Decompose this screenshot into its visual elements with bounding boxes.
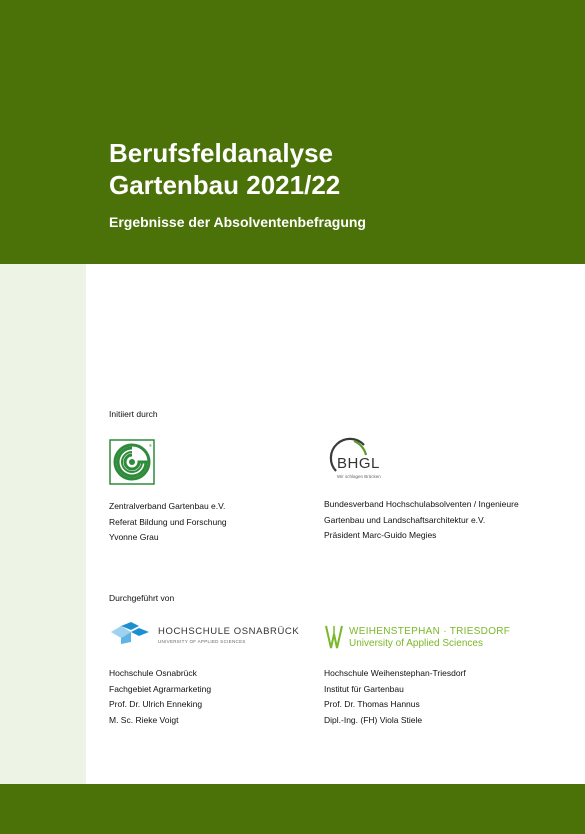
hs-osnabrueck-logo-text: HOCHSCHULE OSNABRÜCK: [158, 626, 300, 637]
page-title: [109, 137, 340, 201]
header-band: [0, 0, 585, 264]
address-line: Zentralverband Gartenbau e.V.: [109, 501, 226, 511]
conducted-left-address: [109, 666, 211, 728]
address-line: Hochschule Osnabrück: [109, 668, 197, 678]
hs-osnabrueck-logo-icon: [109, 620, 151, 651]
page-subtitle: Ergebnisse der Absolventenbefragung: [109, 214, 366, 230]
hs-osnabrueck-logo-tagline: UNIVERSITY OF APPLIED SCIENCES: [158, 639, 246, 644]
bhgl-logo-tagline: Wir schlagen Brücken: [337, 474, 381, 479]
address-line: Prof. Dr. Thomas Hannus: [324, 699, 420, 709]
address-line: Präsident Marc-Guido Megies: [324, 530, 437, 540]
title-line-2: Gartenbau 2021/22: [109, 170, 341, 200]
conducted-label: Durchgeführt von: [109, 593, 175, 603]
title-line-1: Berufsfeldanalyse: [109, 138, 333, 168]
weihenstephan-logo-icon: [324, 624, 344, 655]
footer-band: [0, 784, 585, 834]
bhgl-logo-text: BHGL: [337, 455, 380, 472]
initiated-left-address: [109, 499, 227, 546]
address-line: Fachgebiet Agrarmarketing: [109, 683, 212, 694]
address-line: M. Sc. Rieke Voigt: [109, 714, 179, 725]
address-line: Hochschule Weihenstephan-Triesdorf: [324, 668, 466, 678]
weihenstephan-logo-text: WEIHENSTEPHAN · TRIESDORF: [349, 626, 511, 637]
address-line: Prof. Dr. Ulrich Enneking: [109, 699, 203, 709]
address-line: Dipl.-Ing. (FH) Viola Stiele: [324, 714, 423, 725]
address-line: Institut für Gartenbau: [324, 683, 404, 694]
address-line: Yvonne Grau: [109, 532, 159, 542]
side-strip: [0, 264, 86, 784]
address-line: Gartenbau und Landschaftsarchitektur e.V.: [324, 514, 486, 525]
conducted-right-address: [324, 666, 466, 728]
initiated-right-address: [324, 497, 519, 544]
address-line: Bundesverband Hochschulabsolventen / Ingenieure: [324, 499, 519, 509]
zvg-spiral-logo-icon: [109, 439, 155, 490]
initiated-label: Initiiert durch: [109, 409, 158, 419]
weihenstephan-logo-tagline: University of Applied Sciences: [349, 638, 483, 649]
address-line: Referat Bildung und Forschung: [109, 516, 227, 527]
svg-text:®: ®: [149, 443, 152, 448]
